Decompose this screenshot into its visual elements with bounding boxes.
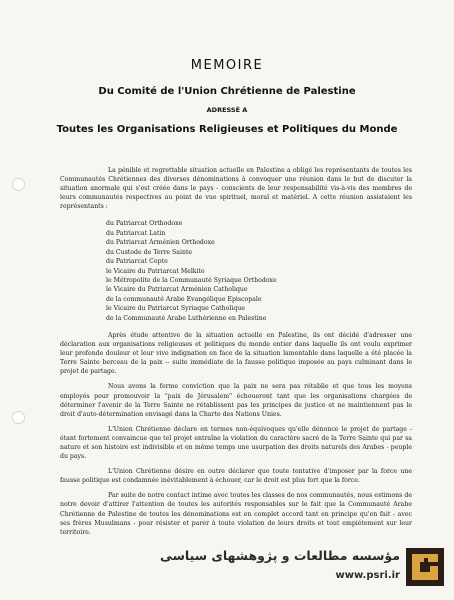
body-paragraph: Nous avons la ferme conviction que la paix ne sera pas rétablie et que tous les moyens employés pour promouvoir la "paix de Jérusalem" échoueront tant que les organisations chargées de déterminer l'avenir de la Terre Sainte ne rétablissent pas les principes de justice et ne maintiennent pas le droit d'auto-détermination envisagé dans la Charte des Nations Unies. [60,383,412,418]
watermark [126,546,446,592]
institute-name: مؤسسه مطالعات و پژوهشهای سیاسی [159,548,400,563]
punch-hole [12,411,25,424]
psri-logo-icon [406,548,444,586]
intro-paragraph: La pénible et regrettable situation actuelle en Palestine a obligé les représentants de toutes les Communautés Chrétiennes des diverses dénominations à convoquer une réunion dans le but de discuter la situation anormale qui s'est créée dans le pays - conscients de leur responsabilité vis-à-vis des membres de leurs communautés respectives au point de vue spirituel, moral et matériel. A cette réunion assistaient les représentants : [60,167,412,211]
attendee-item: du Custode de Terre Sainte [106,248,193,256]
attendee-item: le Vicaire du Patriarcat Syriaque Catholique [106,305,245,313]
institute-url: www.psri.ir [335,570,400,581]
body-paragraph: L'Union Chrétienne déclare en termes non-équivoques qu'elle dénonce le projet de partage - étant fortement convaincue que tel projet entraîne la violation du caractère sacré de la Terre Sainte qui par sa nature et son histoire est indivisible et en même temps une usurpation des droits naturels des Arabes - peuple du pays. [60,425,412,461]
punch-hole [12,178,25,191]
attendee-item: du Patriarcat Latin [106,229,166,237]
body-paragraph: L'Union Chrétienne désire en outre déclarer que toute tentative d'imposer par la force une fausse politique est condamnée inévitablement à échouer, car le droit est plus fort que la force. [60,468,412,485]
attendee-item: du Patriarcat Arménien Orthodoxe [106,239,215,247]
recipients-heading: Toutes les Organisations Religieuses et Politiques du Monde [56,124,398,135]
logo-mark [406,548,444,586]
attendee-item: de la communauté Arabe Evangélique Episcopale [106,295,262,303]
attendee-item: le Vicaire du Patriarcat Melkite [106,267,205,275]
addressed-to-label: ADRESSÉ A [206,106,248,114]
body-paragraph: Par suite de notre contact intime avec toutes les classes de nos communautés, nous estimons de notre devoir d'attirer l'attention de toutes les autorités responsables sur le fait que la Communauté Arabe Chrétienne de Palestine de toutes les dénominations est en complet accord tant en principe qu'en fait - avec ses frères Musulmans - pour résister et parer à toute violation de leurs droits et tout empiétement sur leur territoire. [60,492,412,536]
document-title: MEMOIRE [190,58,264,73]
document-subtitle: Du Comité de l'Union Chrétienne de Palestine [98,86,356,97]
body-paragraph: Après étude attentive de la situation actuelle en Palestine, ils ont décidé d'adresser une déclaration aux organisations religieuses et politiques du monde entier dans laquelle ils ont voulu exprimer leur profonde douleur et leur vive indignation en face de la situation lamentable dans laquelle a été placée la Terre Sainte berceau de la paix -- suite immédiate de la fausse politique imposée au pays culminant dans le projet de partage. [60,331,412,376]
attendee-item: le Vicaire du Patriarcat Arménien Catholique [106,286,248,294]
attendee-item: du Patriarcat Orthodoxe [106,220,183,228]
document-body [60,166,412,543]
attendee-item: de la Communauté Arabe Luthérienne en Palestine [106,314,267,322]
attendees-list [106,219,412,322]
attendee-item: du Patriarcat Copte [106,258,168,266]
attendee-item: le Métropolite de la Communauté Syriaque Orthodoxe [106,276,277,284]
